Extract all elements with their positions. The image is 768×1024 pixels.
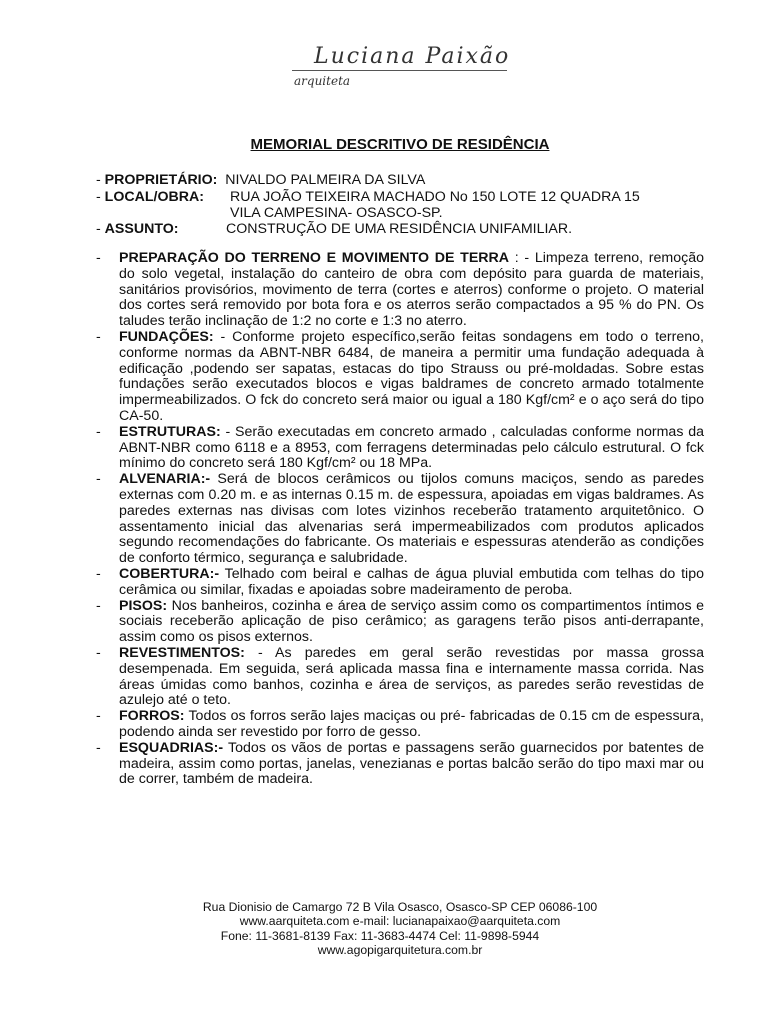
item-text: Todos os vãos de portas e passagens serão guarnecidos por batentes de madeira, assim como portas, janelas, venezianas e portas balcão serão do tipo maxi mar ou de correr, também de madeira. <box>119 739 704 788</box>
item-bullet: - <box>96 597 101 614</box>
item-key: PISOS: <box>119 597 168 614</box>
item-bullet: - <box>96 739 101 756</box>
item-bullet: - <box>96 423 101 440</box>
local-label: LOCAL/OBRA: <box>104 189 204 205</box>
item-text: Será de blocos cerâmicos ou tijolos comuns maciços, sendo as paredes externas com 0.20 m. e as internas 0.15 m. de espessura, apoiadas em vigas baldrames. As paredes externas nas divisas com lotes vizinhos receberão tratamento arquitetônico. O assentamento inicial das alvenarias será impermeabilizados com produtos aplicados segundo recomendações do fabricante. Os materiais e espessuras atenderão as condições de conforto térmico, segurança e salubridade. <box>119 471 704 567</box>
logo-divider <box>292 70 507 71</box>
list-item <box>96 599 704 646</box>
specification-list <box>96 251 704 788</box>
item-text: - Serão executadas em concreto armado , calculadas conforme normas da ABNT-NBR como 6118 e a 8953, com ferragens determinadas pelo cálculo estrutural. O fck mínimo do concreto será 180 Kgf/cm² ou 18 MPa. <box>119 423 704 472</box>
footer-web-email: www.aarquiteta.com e-mail: lucianapaixao@aarquiteta.com <box>239 914 561 929</box>
item-bullet: - <box>96 644 101 661</box>
list-item <box>96 646 704 709</box>
header-assunto: - ASSUNTO: <box>96 221 179 237</box>
list-item <box>96 741 704 788</box>
item-bullet: - <box>96 708 101 725</box>
list-item <box>96 251 704 330</box>
item-key: REVESTIMENTOS: <box>119 644 245 661</box>
item-text: Nos banheiros, cozinha e área de serviço assim como os compartimentos íntimos e sociais receberão aplicação de piso cerâmico; as garagens terão pisos anti-derrapante, assim como os pisos externos. <box>119 597 704 646</box>
item-bullet: - <box>96 471 101 488</box>
assunto-value: CONSTRUÇÃO DE UMA RESIDÊNCIA UNIFAMILIAR. <box>226 221 573 237</box>
local-value-1: RUA JOÃO TEIXEIRA MACHADO No 150 LOTE 12 QUADRA 15 <box>230 189 640 205</box>
list-item <box>96 709 704 741</box>
assunto-label: ASSUNTO: <box>104 221 179 237</box>
footer <box>0 900 768 958</box>
logo <box>292 44 522 94</box>
item-key: PREPARAÇÃO DO TERRENO E MOVIMENTO DE TERRA <box>119 250 510 266</box>
document-title: MEMORIAL DESCRITIVO DE RESIDÊNCIA <box>250 136 550 153</box>
list-item <box>96 567 704 599</box>
item-text: Telhado com beiral e calhas de água pluvial embutida com telhas do tipo cerâmica ou similar, fixadas e apoiadas sobre madeiramento de peroba. <box>119 565 704 598</box>
logo-signature: Luciana Paixão <box>314 44 511 69</box>
footer-address: Rua Dionisio de Camargo 72 B Vila Osasco, Osasco-SP CEP 06086-100 <box>202 900 598 914</box>
item-key: ALVENARIA:- <box>119 471 211 488</box>
list-item <box>96 425 704 472</box>
item-text: Todos os forros serão lajes maciças ou pré- fabricadas de 0.15 cm de espessura, podendo ainda ser revestido por forro de gesso. <box>119 708 704 740</box>
list-item <box>96 330 704 425</box>
footer-phones: Fone: 11-3681-8139 Fax: 11-3683-4474 Cel: 11-9898-5944 <box>220 928 540 943</box>
item-key: ESQUADRIAS:- <box>119 739 224 756</box>
local-value-2: VILA CAMPESINA- OSASCO-SP. <box>230 205 443 221</box>
item-key: ESTRUTURAS: <box>119 423 221 440</box>
proprietario-label: PROPRIETÁRIO: <box>104 172 218 188</box>
list-item <box>96 472 704 567</box>
item-text: : - Limpeza terreno, remoção do solo vegetal, instalação do canteiro de obra com depósito para guarda de materiais, sanitários provisórios, movimento de terra (cortes e aterros) conforme o projeto. O material dos cortes será removido por bota fora e os aterros serão compactados a 95 % do PN. Os taludes terão inclinação de 1:2 no corte e 1:3 no aterro. <box>119 250 704 330</box>
item-bullet: - <box>96 250 101 266</box>
header-proprietario: - PROPRIETÁRIO: NIVALDO PALMEIRA DA SILVA <box>96 172 426 188</box>
header-local: - LOCAL/OBRA: <box>96 189 204 205</box>
item-text: - Conforme projeto específico,serão feitas sondagens em todo o terreno, conforme normas da ABNT-NBR 6484, de maneira a permitir uma fundação adequada à edificação ,podendo ser sapatas, estacas do tipo Strauss ou pré-moldadas. Sobre estas fundações serão executados blocos e vigas baldrames de concreto armado totalmente impermeabilizados. O fck do concreto será maior ou igual a 180 Kgf/cm² e o aço será do tipo CA-50. <box>119 328 704 424</box>
item-key: FUNDAÇÕES: <box>119 328 214 345</box>
proprietario-value: NIVALDO PALMEIRA DA SILVA <box>225 172 426 188</box>
footer-website: www.agopigarquitetura.com.br <box>317 943 483 958</box>
item-key: FORROS: <box>119 708 185 725</box>
item-bullet: - <box>96 328 101 345</box>
item-bullet: - <box>96 565 101 582</box>
item-key: COBERTURA:- <box>119 565 220 582</box>
logo-subtitle: arquiteta <box>294 74 351 88</box>
item-text: - As paredes em geral serão revestidas por massa grossa desempenada. Em seguida, será aplicada massa fina e internamente massa corrida. Nas áreas úmidas como banhos, cozinha e área de serviços, as paredes serão revestidas de azulejo até o teto. <box>119 644 704 709</box>
